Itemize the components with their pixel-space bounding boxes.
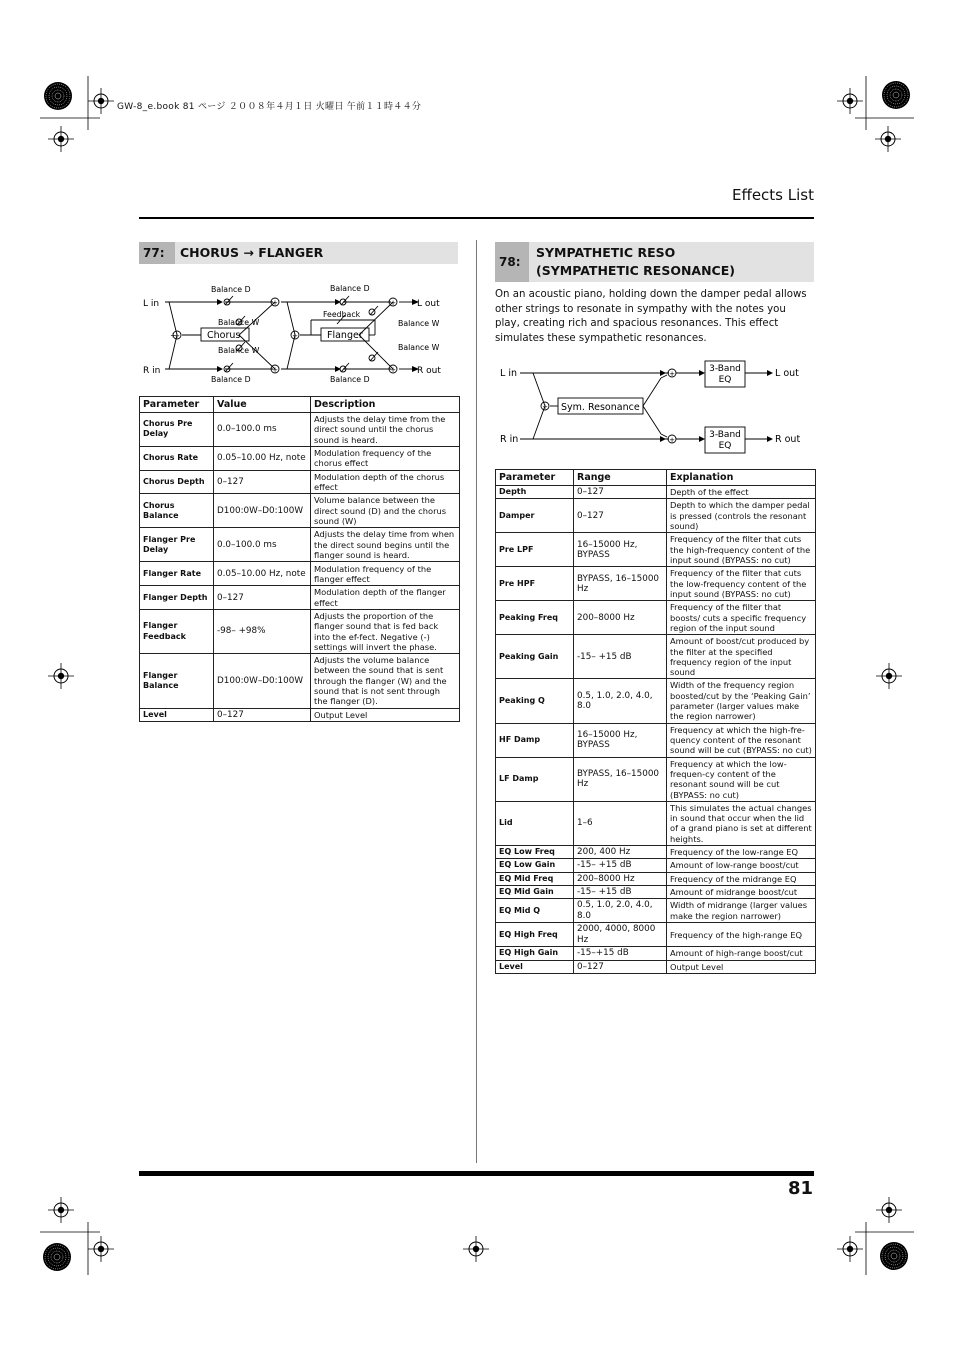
param-description: Width of the frequency region boosted/cut by the ‘Peaking Gain’ parameter (larger values make the region narrower): [667, 679, 816, 723]
param-name: Chorus Rate: [140, 446, 214, 470]
registration-star-icon: [44, 82, 72, 110]
registration-star-icon: [882, 81, 910, 109]
param-name: LF Damp: [496, 757, 574, 801]
table-row: [496, 486, 816, 499]
table-row: [496, 960, 816, 973]
param-description: Output Level: [667, 960, 816, 973]
param-name: EQ High Gain: [496, 947, 574, 960]
table-row: [496, 567, 816, 601]
param-value: 200–8000 Hz: [574, 872, 667, 885]
registration-crosshair-icon: [876, 663, 902, 689]
param-name: Flanger Rate: [140, 562, 214, 586]
table-row: [496, 846, 816, 859]
table-row: [496, 899, 816, 923]
table-row: [496, 635, 816, 679]
table-row: [496, 859, 816, 872]
param-description: Frequency of the low-range EQ: [667, 846, 816, 859]
svg-text:+: +: [170, 331, 176, 340]
param-value: 200, 400 Hz: [574, 846, 667, 859]
svg-text:+: +: [174, 332, 180, 340]
param-description: Modulation depth of the flanger effect: [311, 586, 460, 610]
bottom-rule: [139, 1171, 814, 1176]
param-value: 0.05–10.00 Hz, note: [214, 562, 311, 586]
param-name: Lid: [496, 801, 574, 845]
param-value: -98– +98%: [214, 609, 311, 653]
param-value: 16–15000 Hz, BYPASS: [574, 723, 667, 757]
param-description: Frequency of the midrange EQ: [667, 872, 816, 885]
table-row: [140, 470, 460, 494]
param-value: BYPASS, 16–15000 Hz: [574, 757, 667, 801]
effect-78-intro: On an acoustic piano, holding down the damper pedal allows other strings to resonate in sympathy with the notes you play, creating rich and spacious resonances. This effect simulates these sympathetic resonances.: [495, 289, 807, 344]
param-name: EQ High Freq: [496, 923, 574, 947]
param-description: Depth of the effect: [667, 486, 816, 499]
eq-block-label: EQ: [718, 375, 732, 385]
table-row: [496, 757, 816, 801]
diagram-l-in: L in: [500, 368, 517, 379]
param-name: EQ Low Freq: [496, 846, 574, 859]
param-name: Chorus Pre Delay: [140, 413, 214, 447]
column-header: Parameter: [496, 470, 574, 486]
registration-crosshair-icon: [837, 1236, 863, 1262]
param-name: Flanger Depth: [140, 586, 214, 610]
table-row: [496, 885, 816, 898]
diagram-r-out: R out: [775, 434, 801, 445]
effect-78-number: 78:: [495, 242, 529, 282]
diagram-l-in: L in: [143, 299, 160, 309]
balance-d-label: Balance D: [211, 285, 251, 294]
diagram-r-out: R out: [417, 366, 441, 376]
param-description: Adjusts the volume balance between the sound that is sent through the flanger (W) and the sound that is not sent through the flanger (D).: [311, 654, 460, 708]
svg-text:+: +: [390, 299, 396, 307]
diagram-l-out: L out: [775, 368, 799, 379]
param-name: Chorus Balance: [140, 494, 214, 528]
param-description: Frequency at which the low-frequen-cy content of the resonant sound will be cut (BYPASS: no cut): [667, 757, 816, 801]
table-row: [140, 609, 460, 653]
effect-78-title-line1: SYMPATHETIC RESO: [536, 245, 676, 260]
param-value: 0–127: [574, 486, 667, 499]
balance-d-label: Balance D: [330, 375, 370, 384]
effect-78-title-line2: (SYMPATHETIC RESONANCE): [536, 263, 735, 278]
param-value: -15– +15 dB: [574, 859, 667, 872]
param-name: Peaking Gain: [496, 635, 574, 679]
param-value: 16–15000 Hz, BYPASS: [574, 533, 667, 567]
section-heading: Effects List: [732, 186, 814, 204]
table-row: [496, 533, 816, 567]
param-description: Frequency of the filter that cuts the high-frequency content of the input sound (BYPASS: no cut): [667, 533, 816, 567]
registration-crosshair-icon: [875, 126, 901, 152]
registration-star-icon: [880, 1242, 908, 1270]
effect-77-title: CHORUS → FLANGER: [180, 245, 324, 260]
param-name: Peaking Freq: [496, 601, 574, 635]
param-value: 0–127: [214, 470, 311, 494]
param-value: 0.5, 1.0, 2.0, 4.0, 8.0: [574, 899, 667, 923]
balance-d-label: Balance D: [211, 375, 251, 384]
param-description: Adjusts the proportion of the flanger sound that is fed back into the ef-fect. Negative (-) settings will invert the phase.: [311, 609, 460, 653]
effect-77-parameter-table: [139, 396, 460, 722]
param-description: Modulation depth of the chorus effect: [311, 470, 460, 494]
param-description: Amount of high-range boost/cut: [667, 947, 816, 960]
param-name: EQ Mid Gain: [496, 885, 574, 898]
table-row: [496, 679, 816, 723]
registration-crosshair-icon: [88, 88, 114, 114]
param-description: Depth to which the damper pedal is pressed (controls the resonant sound): [667, 499, 816, 533]
param-name: EQ Mid Freq: [496, 872, 574, 885]
param-description: Frequency at which the high-fre-quency content of the resonant sound will be cut (BYPASS: no cut): [667, 723, 816, 757]
param-value: 0–127: [574, 960, 667, 973]
param-name: EQ Mid Q: [496, 899, 574, 923]
param-value: -15– +15 dB: [574, 885, 667, 898]
column-divider: [476, 240, 477, 1163]
param-description: Adjusts the delay time from when the direct sound begins until the flanger sound is heard.: [311, 528, 460, 562]
param-value: 1–6: [574, 801, 667, 845]
eq-block-label: 3-Band: [709, 364, 741, 374]
param-name: Pre HPF: [496, 567, 574, 601]
param-description: Frequency of the filter that cuts the low-frequency content of the input sound (BYPASS: no cut): [667, 567, 816, 601]
table-row: [496, 947, 816, 960]
param-name: Peaking Q: [496, 679, 574, 723]
param-description: Volume balance between the direct sound (D) and the chorus sound (W): [311, 494, 460, 528]
param-name: Level: [496, 960, 574, 973]
param-name: Flanger Feedback: [140, 609, 214, 653]
table-row: [496, 923, 816, 947]
table-row: [140, 413, 460, 447]
param-description: Width of midrange (larger values make the region narrower): [667, 899, 816, 923]
sympathetic-resonance-diagram: [495, 358, 815, 458]
registration-crosshair-icon: [463, 1236, 489, 1262]
column-header: Explanation: [667, 470, 816, 486]
svg-text:+: +: [292, 332, 298, 340]
svg-text:+: +: [669, 436, 675, 444]
param-description: Amount of low-range boost/cut: [667, 859, 816, 872]
param-name: Chorus Depth: [140, 470, 214, 494]
param-name: EQ Low Gain: [496, 859, 574, 872]
param-name: HF Damp: [496, 723, 574, 757]
chorus-block: Chorus: [207, 330, 241, 341]
sym-resonance-block: Sym. Resonance: [561, 402, 640, 413]
balance-d-label: Balance D: [330, 284, 370, 293]
table-row: [140, 528, 460, 562]
table-row: [140, 562, 460, 586]
param-description: Amount of midrange boost/cut: [667, 885, 816, 898]
balance-w-label: Balance W: [398, 343, 440, 352]
param-name: Damper: [496, 499, 574, 533]
registration-crosshair-icon: [837, 88, 863, 114]
registration-crosshair-icon: [88, 1236, 114, 1262]
table-row: [496, 499, 816, 533]
param-value: D100:0W–D0:100W: [214, 494, 311, 528]
diagram-l-out: L out: [417, 299, 440, 309]
column-header: Description: [311, 397, 460, 413]
param-value: 200–8000 Hz: [574, 601, 667, 635]
param-value: 2000, 4000, 8000 Hz: [574, 923, 667, 947]
table-row: [140, 586, 460, 610]
param-description: Adjusts the delay time from the direct sound until the chorus sound is heard.: [311, 413, 460, 447]
eq-block-label: EQ: [718, 441, 732, 451]
param-value: D100:0W–D0:100W: [214, 654, 311, 708]
svg-text:+: +: [272, 366, 278, 374]
registration-crosshair-icon: [876, 1197, 902, 1223]
table-row: [496, 723, 816, 757]
param-value: 0.05–10.00 Hz, note: [214, 446, 311, 470]
balance-w-label: Balance W: [218, 318, 260, 327]
param-value: -15– +15 dB: [574, 635, 667, 679]
svg-text:+: +: [669, 370, 675, 378]
feedback-label: Feedback: [323, 310, 361, 319]
param-name: Flanger Pre Delay: [140, 528, 214, 562]
param-name: Depth: [496, 486, 574, 499]
param-description: Modulation frequency of the flanger effect: [311, 562, 460, 586]
param-name: Pre LPF: [496, 533, 574, 567]
effect-77-number: 77:: [139, 242, 175, 264]
table-row: [496, 872, 816, 885]
column-header: Range: [574, 470, 667, 486]
page-number: 81: [787, 1178, 813, 1199]
registration-star-icon: [43, 1243, 71, 1271]
param-name: Level: [140, 708, 214, 721]
param-value: BYPASS, 16–15000 Hz: [574, 567, 667, 601]
effect-78-title: [536, 244, 735, 280]
table-row: [496, 601, 816, 635]
registration-crosshair-icon: [48, 663, 74, 689]
print-header: GW-8_e.book 81 ページ ２００８年４月１日 火曜日 午前１１時４４分: [117, 102, 422, 112]
param-value: 0.0–100.0 ms: [214, 528, 311, 562]
balance-w-label: Balance W: [218, 346, 260, 355]
param-description: Output Level: [311, 708, 460, 721]
diagram-r-in: R in: [143, 366, 161, 376]
svg-text:+: +: [390, 366, 396, 374]
table-row: [140, 494, 460, 528]
registration-crosshair-icon: [48, 126, 74, 152]
diagram-r-in: R in: [500, 434, 519, 445]
effect-78-parameter-table: [495, 469, 816, 974]
param-value: 0–127: [214, 708, 311, 721]
balance-w-label: Balance W: [398, 319, 440, 328]
table-row: [140, 708, 460, 721]
param-value: 0–127: [214, 586, 311, 610]
column-header: Value: [214, 397, 311, 413]
registration-crosshair-icon: [48, 1197, 74, 1223]
param-value: 0.0–100.0 ms: [214, 413, 311, 447]
top-rule: [139, 217, 814, 219]
table-row: [496, 801, 816, 845]
param-description: Frequency of the high-range EQ: [667, 923, 816, 947]
table-row: [140, 654, 460, 708]
param-description: Amount of boost/cut produced by the filter at the specified frequency region of the input sound: [667, 635, 816, 679]
param-description: Modulation frequency of the chorus effect: [311, 446, 460, 470]
column-header: Parameter: [140, 397, 214, 413]
chorus-flanger-diagram: [139, 280, 459, 390]
table-row: [140, 446, 460, 470]
svg-text:+: +: [542, 403, 548, 411]
param-value: 0.5, 1.0, 2.0, 4.0, 8.0: [574, 679, 667, 723]
param-value: -15–+15 dB: [574, 947, 667, 960]
flanger-block: Flanger: [327, 330, 363, 341]
param-value: 0–127: [574, 499, 667, 533]
svg-text:+: +: [272, 299, 278, 307]
param-description: This simulates the actual changes in sound that occur when the lid of a grand piano is set at different heights.: [667, 801, 816, 845]
param-description: Frequency of the filter that boosts/ cuts a specific frequency region of the input sound: [667, 601, 816, 635]
param-name: Flanger Balance: [140, 654, 214, 708]
eq-block-label: 3-Band: [709, 430, 741, 440]
